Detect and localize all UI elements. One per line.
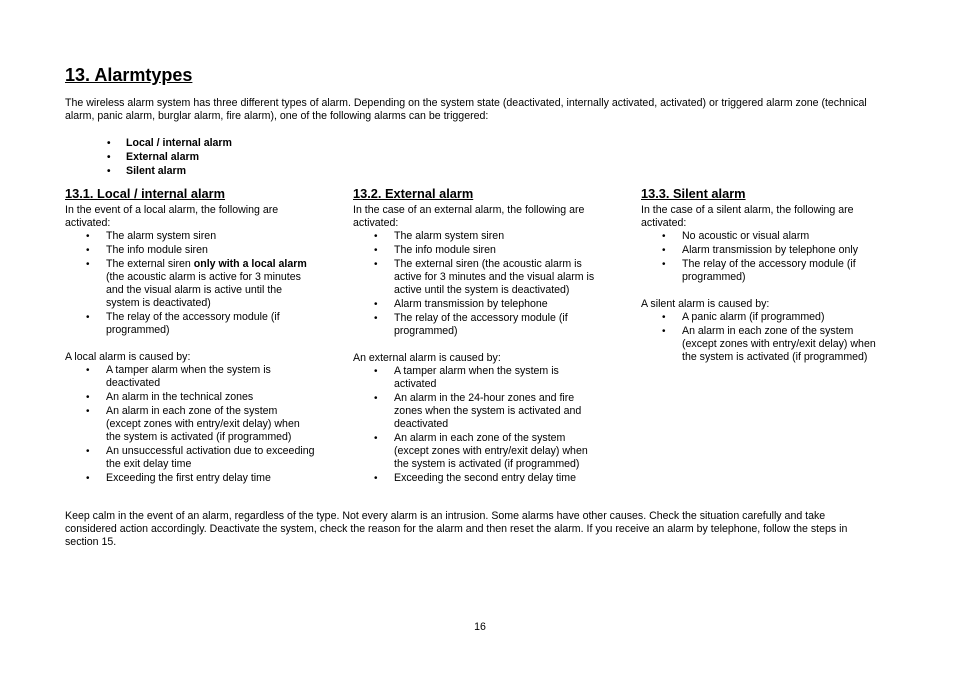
list-item: • A panic alarm (if programmed) bbox=[682, 311, 891, 324]
list-item: • An alarm in each zone of the system (except zones with entry/exit delay) when the system is activated (if programmed) bbox=[682, 325, 891, 364]
section-intro: In the case of an external alarm, the following are activated: bbox=[353, 204, 585, 229]
causes-list bbox=[682, 311, 891, 364]
list-item: • The relay of the accessory module (if programmed) bbox=[106, 311, 315, 337]
alarm-type-list bbox=[126, 137, 232, 179]
external-alarm-section bbox=[353, 186, 603, 486]
list-item: • Exceeding the first entry delay time bbox=[106, 472, 315, 485]
closing-paragraph: Keep calm in the event of an alarm, regardless of the type. Not every alarm is an intrusion. Some alarms have other causes. Check the situation carefully and take considered action accordingly. Deactivate the system, check the reason for the alarm and then reset the alarm. If you receive an alarm by telephone, follow the steps in section 15. bbox=[65, 510, 848, 548]
section-heading: 13.2. External alarm bbox=[353, 186, 474, 201]
list-item: • The info module siren bbox=[394, 244, 603, 257]
document-page bbox=[65, 0, 895, 674]
list-item: • External alarm bbox=[126, 151, 232, 164]
siren-text-post: (the acoustic alarm is active for 3 minutes and the visual alarm is active until the system is deactivated) bbox=[106, 271, 301, 309]
intro-paragraph: The wireless alarm system has three different types of alarm. Depending on the system state (deactivated, internally activated, activated) or triggered alarm zone (technical alarm, panic alarm, burglar alarm, fire alarm), one of the following alarms can be triggered: bbox=[65, 97, 867, 122]
section-heading: 13.3. Silent alarm bbox=[641, 186, 746, 201]
list-item: • The external siren (the acoustic alarm is active for 3 minutes and the visual alarm is active until the system is deactivated) bbox=[394, 258, 603, 297]
causes-list bbox=[106, 364, 315, 485]
list-item: • Alarm transmission by telephone only bbox=[682, 244, 891, 257]
causes-list bbox=[394, 365, 603, 485]
activated-list bbox=[682, 230, 891, 284]
list-item: • Exceeding the second entry delay time bbox=[394, 472, 603, 485]
list-item: • A tamper alarm when the system is deactivated bbox=[106, 364, 315, 390]
list-item: • A tamper alarm when the system is activated bbox=[394, 365, 603, 391]
list-item: • The relay of the accessory module (if programmed) bbox=[394, 312, 603, 338]
section-intro: In the case of a silent alarm, the following are activated: bbox=[641, 204, 854, 229]
list-item: • The info module siren bbox=[106, 244, 315, 257]
activated-list bbox=[394, 230, 603, 338]
list-item: • The alarm system siren bbox=[394, 230, 603, 243]
list-item: • Local / internal alarm bbox=[126, 137, 232, 150]
list-item: • Silent alarm bbox=[126, 165, 232, 178]
caused-by-intro: An external alarm is caused by: bbox=[353, 352, 501, 364]
section-heading: 13.1. Local / internal alarm bbox=[65, 186, 226, 201]
section-intro: In the event of a local alarm, the following are activated: bbox=[65, 204, 279, 229]
list-item: • The relay of the accessory module (if programmed) bbox=[682, 258, 891, 284]
siren-text-pre: The external siren bbox=[106, 258, 194, 270]
page-title: 13. Alarmtypes bbox=[65, 65, 193, 85]
list-item: • An alarm in the technical zones bbox=[106, 391, 315, 404]
list-item: • The alarm system siren bbox=[106, 230, 315, 243]
list-item: • An unsuccessful activation due to exceeding the exit delay time bbox=[106, 445, 315, 471]
silent-alarm-section bbox=[641, 186, 891, 365]
activated-list bbox=[106, 230, 315, 337]
list-item bbox=[106, 258, 315, 310]
list-item: • Alarm transmission by telephone bbox=[394, 298, 603, 311]
list-item: • An alarm in each zone of the system (except zones with entry/exit delay) when the system is activated (if programmed) bbox=[106, 405, 315, 444]
siren-text-bold: only with a local alarm bbox=[193, 258, 307, 270]
page-number: 16 bbox=[474, 621, 486, 633]
list-item: • An alarm in the 24-hour zones and fire zones when the system is activated and deactivated bbox=[394, 392, 603, 431]
list-item: • No acoustic or visual alarm bbox=[682, 230, 891, 243]
caused-by-intro: A local alarm is caused by: bbox=[65, 351, 191, 363]
caused-by-intro: A silent alarm is caused by: bbox=[641, 298, 770, 310]
list-item: • An alarm in each zone of the system (except zones with entry/exit delay) when the system is activated (if programmed) bbox=[394, 432, 603, 471]
local-alarm-section bbox=[65, 186, 315, 486]
